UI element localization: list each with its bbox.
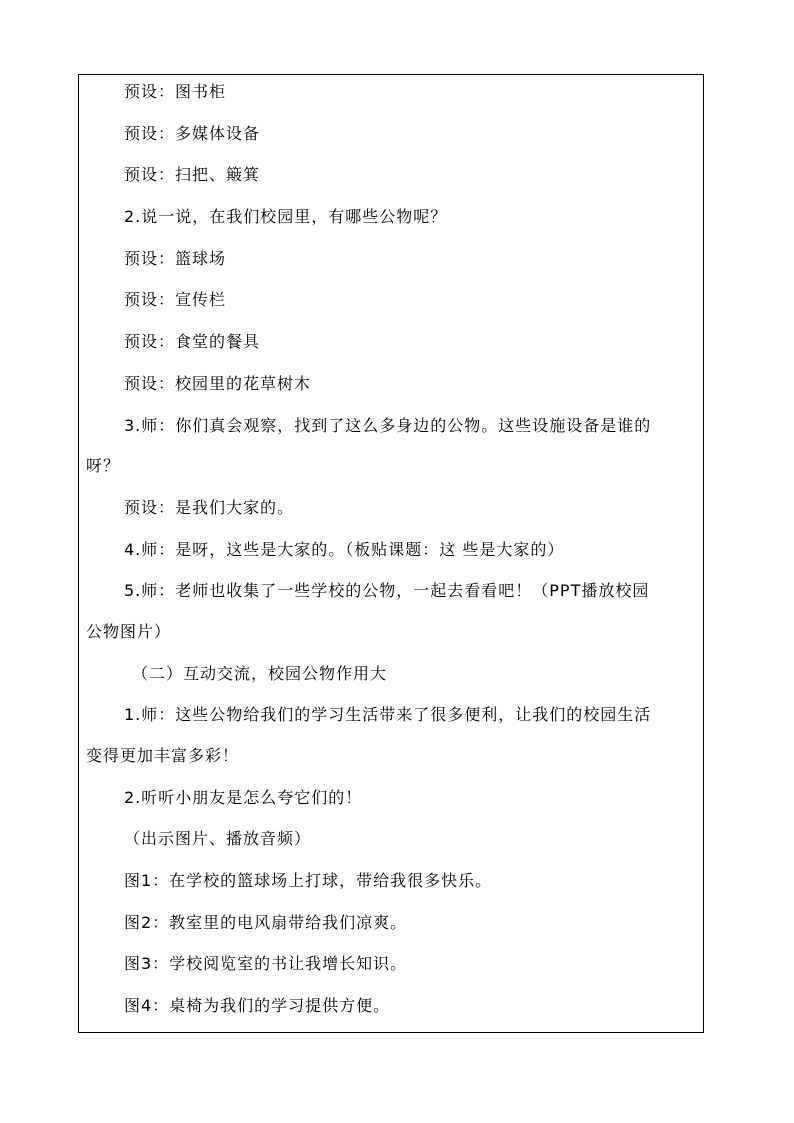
paragraph-image-1: 图1：在学校的篮球场上打球，带给我很多快乐。 xyxy=(124,871,493,891)
paragraph-image-2: 图2：教室里的电风扇带给我们凉爽。 xyxy=(124,912,408,932)
paragraph-teacher-1-continued: 变得更加丰富多彩！ xyxy=(86,746,240,765)
paragraph-teacher-5-continued: 公物图片） xyxy=(86,621,172,641)
paragraph-preset-bookcase: 预设：图书柜 xyxy=(124,82,227,101)
paragraph-listen-2: 2.听听小朋友是怎么夸它们的！ xyxy=(124,787,363,807)
paragraph-teacher-3-continued: 呀？ xyxy=(86,456,121,476)
paragraph-image-4: 图4：桌椅为我们的学习提供方便。 xyxy=(124,996,391,1016)
paragraph-teacher-5: 5.师：老师也收集了一些学校的公物，一起去看看吧！（PPT播放校园 xyxy=(124,581,650,601)
paragraph-preset-everyone: 预设：是我们大家的。 xyxy=(124,497,295,517)
paragraph-preset-broom: 预设：扫把、簸箕 xyxy=(124,165,261,185)
paragraph-preset-basketball: 预设：篮球场 xyxy=(124,248,227,268)
paragraph-preset-tableware: 预设：食堂的餐具 xyxy=(124,332,261,352)
paragraph-question-2: 2.说一说，在我们校园里，有哪些公物呢？ xyxy=(124,207,448,227)
paragraph-teacher-3: 3.师：你们真会观察，找到了这么多身边的公物。这些设施设备是谁的 xyxy=(124,415,652,435)
section-heading-2: （二）互动交流，校园公物作用大 xyxy=(132,663,388,683)
paragraph-preset-multimedia: 预设：多媒体设备 xyxy=(124,123,261,143)
paragraph-teacher-1: 1.师：这些公物给我们的学习生活带来了很多便利，让我们的校园生活 xyxy=(124,705,652,725)
paragraph-preset-bulletin: 预设：宣传栏 xyxy=(124,290,227,310)
paragraph-image-3: 图3：学校阅览室的书让我增长知识。 xyxy=(124,954,408,974)
paragraph-show-images: （出示图片、播放音频） xyxy=(124,829,312,849)
paragraph-preset-plants: 预设：校园里的花草树木 xyxy=(124,373,312,393)
document-body xyxy=(86,82,700,1038)
paragraph-teacher-4: 4.师：是呀，这些是大家的。（板贴课题：这 些是大家的） xyxy=(124,539,565,559)
